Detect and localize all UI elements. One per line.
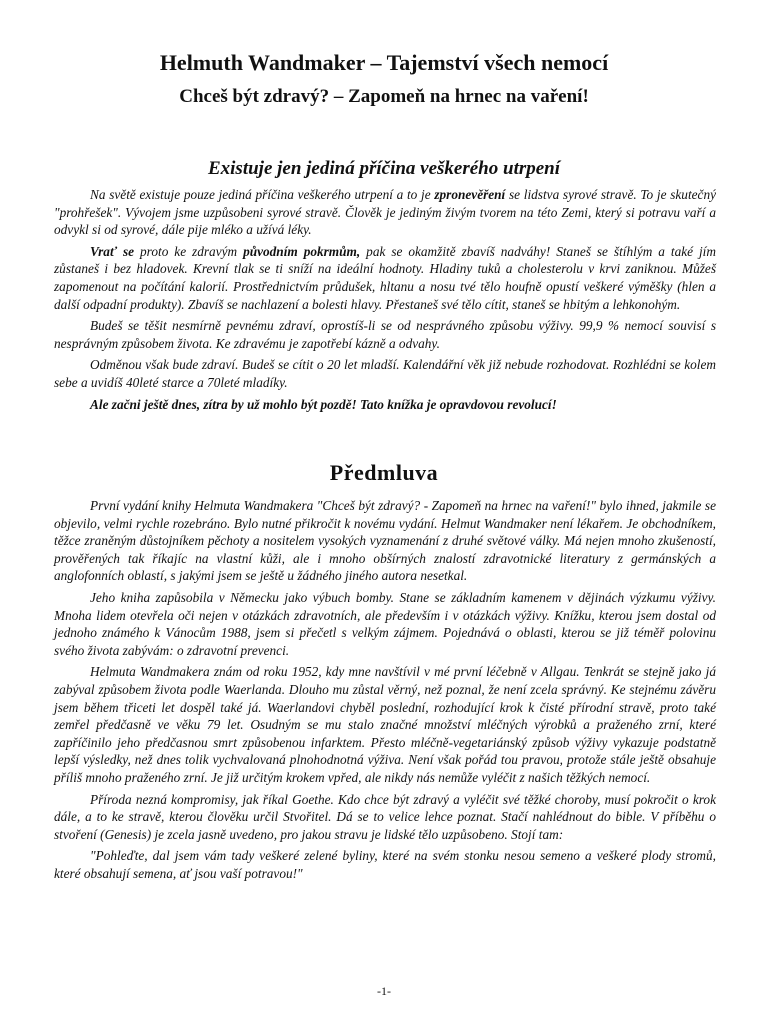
emphasis-text: Vrať se (90, 243, 135, 259)
section-heading-foreword: Předmluva (329, 460, 439, 485)
section-heading-cause: Existuje jen jediná příčina veškerého utrpení (207, 158, 561, 179)
text-run: se lidstva syrové stravě. To je skutečný "prohřešek". Vývojem jsme uzpůsobeni syrové stravě. Člověk je jediným živým tvorem na této Zemi, který si potravu vaří a odvykl si od syrové, dále pije mléko a užívá léky. (54, 187, 716, 238)
section-body-foreword (54, 497, 716, 886)
paragraph: První vydání knihy Helmuta Wandmakera "Chceš být zdravý? - Zapomeň na hrnec na vaření!" bylo ihned, jakmile se objevilo, velmi rychle rozebráno. Bylo nutné přikročit k novému vydání. Helmut Wandmaker není lékařem. Je obchodníkem, těžce zraněným důstojníkem pěchoty a nositelem vysokých vyznamenání z druhé světové války. Má nejen mnoho zkušeností, prověřených tak říkajíc na vlastní kůži, ale i mnoho obšírných znalostí zdravotnické literatury z germánských a anglofonních oblastí, s jakými jsem se ještě u žádného jiného autora nesetkal. (54, 498, 716, 584)
page-number: -1- (377, 984, 391, 998)
document-subtitle: Chceš být zdravý? – Zapomeň na hrnec na vaření! (179, 86, 589, 107)
emphasis-text: původním pokrmům, (243, 243, 361, 259)
paragraph (54, 186, 716, 239)
emphasis-text: zpronevěření (434, 187, 506, 202)
document-title: Helmuth Wandmaker – Tajemství všech nemocí (159, 50, 609, 75)
text-run: Na světě existuje pouze jediná příčina veškerého utrpení a to je (90, 187, 435, 202)
paragraph: Jeho kniha zapůsobila v Německu jako výbuch bomby. Stane se základním kamenem v dějinách výzkumu výživy. Mnoha lidem otevřela oči nejen v otázkách zdravotních, ale především i v otázkách výživy. Knížku, kterou jsem dostal od jednoho známého k Vánocům 1988, jsem si přečetl s velkým zájmem. Pojednává o oblasti, kterou se již téměř polovinu svého života zabývám: o zdravotní prevenci. (54, 589, 716, 658)
paragraph-quote: "Pohleďte, dal jsem vám tady veškeré zelené byliny, které na svém stonku nesou semeno a veškeré plody stromů, které obsahují semena, ať jsou vaší potravou!" (54, 848, 716, 881)
paragraph: Budeš se těšit nesmírně pevnému zdraví, oprostíš-li se od nesprávného způsobu výživy. 99,9 % nemocí souvisí s nesprávným způsobem života. Ke zdravému je zapotřebí kázně a odvahy. (54, 318, 716, 351)
paragraph (54, 243, 716, 313)
section-body-cause (54, 186, 716, 417)
text-run: pak se okamžitě zbavíš nadváhy! Staneš se štíhlým a také jím zůstaneš i bez hladovek. Krevní tlak se ti sníží na ideální hodnoty. Hladiny tuků a cholesterolu v krvi zaniknou. Můžeš zapomenout na počítání kalorií. Prostřednictvím průdušek, hltanu a nosu tvé tělo houfně opustí veškeré výměšky (hlen a další odpadní produkty). Zbavíš se nachlazení a bolesti hlavy. Přestaneš své tělo cítit, staneš se hbitým a lehkonohým. (54, 243, 716, 312)
paragraph: Helmuta Wandmakera znám od roku 1952, kdy mne navštívil v mé první léčebně v Allgau. Tenkrát se stejně jako já zabýval způsobem života podle Waerlanda. Dlouho mu zůstal věrný, než poznal, že není zcela správný. Ke stejnému závěru jsem během třiceti let dospěl také já. Waerlandovi chyběl poslední, rozhodující krok k čisté přírodní stravě, proto také zemřel předčasně ve věku 79 let. Osudným se mu stalo značné množství mléčných výrobků a praženého zrní, které zapříčinilo jeho předčasnou smrt způsobenou infarktem. Přesto mléčně-vegetariánský způsob výživy vykazuje podstatně lepší výsledky, než dnes tolik vychvalovaná plnohodnotná výživa. Není však pořád tou pravou, protože stále ještě obsahuje příliš mnoho praženého zrní. Je již určitým krokem vpřed, ale nikdy nás nemůže vyléčit z našich těžkých nemocí. (54, 664, 716, 785)
paragraph-emphasis: Ale začni ještě dnes, zítra by už mohlo být pozdě! Tato knížka je opravdovou revolucí! (90, 396, 557, 412)
paragraph: Příroda nezná kompromisy, jak říkal Goethe. Kdo chce být zdravý a vyléčit své těžké choroby, musí pokročit o krok dále, a to ke stravě, kterou člověku určil Stvořitel. Dá se to velice lehce poznat. Stačí nahlédnout do bible. V příběhu o stvoření (Genesis) je zcela jasně uvedeno, pro jakou stravu je lidské tělo uzpůsobeno. Stojí tam: (54, 791, 716, 842)
text-run: proto ke zdravým (134, 243, 244, 259)
paragraph: Odměnou však bude zdraví. Budeš se cítit o 20 let mladší. Kalendářní věk již nebude rozhodovat. Rozhlédni se kolem sebe a uvidíš 40leté starce a 70leté mladíky. (54, 357, 716, 390)
